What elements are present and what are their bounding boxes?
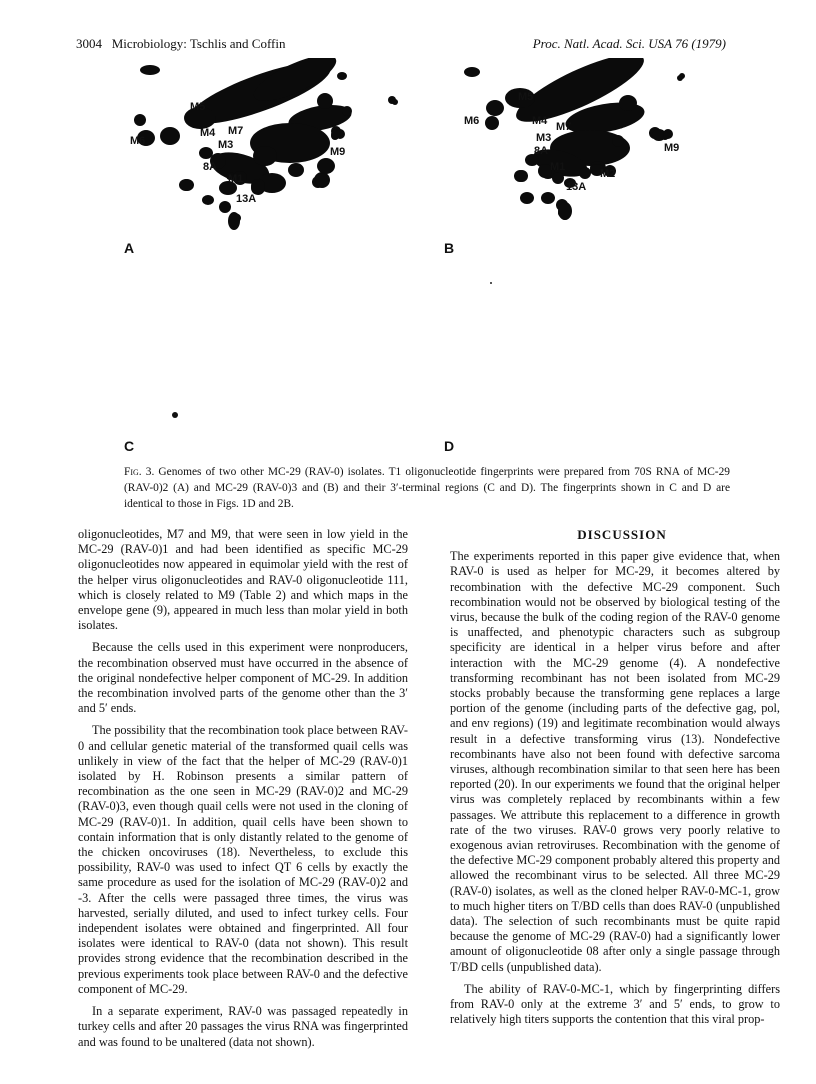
panel-letter-a: A xyxy=(124,240,135,256)
paragraph: oligonucleotides, M7 and M9, that were seen in low yield in the MC-29 (RAV-0)1 and had been identified as specific MC-29 oligonucleotides now appeared in equimolar yield with the rest of the helper virus oligonucleotides and RAV-0 oligonucleotide 111, which is closely related to M9 (Table 2) and which maps in the envelope gene (9), appeared in much less than molar yield in both isolates. xyxy=(78,527,408,633)
spot-label: M7 xyxy=(556,121,572,133)
spot-label: M2 xyxy=(600,168,616,180)
header-journal: Proc. Natl. Acad. Sci. USA 76 (1979) xyxy=(532,36,726,51)
fingerprint-panel-b xyxy=(450,58,750,258)
spot-label: M4 xyxy=(532,115,548,127)
panel-letter-d: D xyxy=(444,438,455,454)
spot-label: 13A xyxy=(236,193,257,205)
spot-label: M9 xyxy=(330,146,346,158)
spot-label: M1 xyxy=(228,173,244,185)
paragraph: In a separate experiment, RAV-0 was passaged repeatedly in turkey cells and after 20 passages the virus RNA was fingerprinted and was found to be unaltered (data not shown). xyxy=(78,1004,408,1049)
spot-label: M3 xyxy=(218,139,234,151)
spot-label: M1 xyxy=(550,161,566,173)
running-header xyxy=(76,36,726,54)
spot-label: 8A xyxy=(203,161,218,173)
spot-label: M7 xyxy=(228,125,244,137)
spot-label: M6 xyxy=(130,135,146,147)
fingerprint-panel-d xyxy=(450,270,750,440)
paragraph: The ability of RAV-0-MC-1, which by fingerprinting differs from RAV-0 only at the extreme 3′ and 5′ ends, to grow to relatively high titers supports the contention that this viral prop- xyxy=(450,981,780,1027)
panel-letter-c: C xyxy=(124,438,135,454)
caption-text: Genomes of two other MC-29 (RAV-0) isolates. T1 oligonucleotide fingerprints were prepared from 70S RNA of MC-29 (RAV-0)2 (A) and MC-29 (RAV-0)3 and (B) and their 3′-terminal regions (C and D). The fingerprints shown in C and D are identical to those in Figs. 1D and 2B. xyxy=(124,466,730,510)
right-column xyxy=(450,527,780,1035)
spot-label: M9 xyxy=(664,142,680,154)
caption-lead: Fig. 3. xyxy=(124,466,155,478)
panel-letter-b: B xyxy=(444,240,455,256)
paragraph: The experiments reported in this paper give evidence that, when RAV-0 is used as helper for MC-29, it becomes altered by recombination with the defective MC-29 component. Such recombination would not be observed by biological testing of the virus, because the bulk of the coding region of the RAV-0 genome is unaffected, and phenotypic characters such as subgroup specificity are identical in a helper virus before and after interaction with the MC-29 genome (4). A nondefective transforming recombinant has not been isolated from MC-29 stocks probably because the transforming gene replaces a large portion of the genome (including parts of the defective gag, pol, and env regions) (19) and legitimate recombination would always result in a defective transforming virus (13). Nondefective recombinants have also not been found with defective sarcoma viruses, although recombination similar to that seen here has been reported (20). In our experiments we found that the original helper virus was completely replaced by recombinants within a few passages. We attribute this replacement to a difference in growth rate of the two viruses. RAV-0 grows very poorly relative to exogenous avian retroviruses. Recombination with the genome of the defective MC-29 component probably altered this property and allowed the recombinant virus to be selected. All three MC-29 (RAV-0) isolates, as well as the cloned helper RAV-0-MC-1, grow to much higher titers on T/BD cells than does RAV-0 (unpublished data). The selection of such recombinants must be quite rapid because the genome of MC-29 (RAV-0) had a significantly lower amount of oligonucleotide 08 after only a single passage through T/BD cells (unpublished data). xyxy=(450,549,780,974)
spot-label: 8A xyxy=(534,145,549,157)
fingerprint-panel-c xyxy=(110,270,430,440)
fingerprint-image-c xyxy=(110,270,430,440)
fingerprint-panel-a xyxy=(110,58,430,258)
figure-caption xyxy=(124,464,730,512)
section-heading: DISCUSSION xyxy=(577,527,667,542)
fingerprint-image-b xyxy=(450,58,750,258)
spot-label: M5 xyxy=(518,91,534,103)
paragraph: The possibility that the recombination took place between RAV-0 and cellular genetic material of the transformed quail cells was unlikely in view of the fact that the helper of MC-29 (RAV-0)1 isolated by H. Robinson presents a similar pattern of recombination as the one seen in MC-29 (RAV-0)2 and MC-29 (RAV-0)3, even though quail cells were not used in the cloning of MC-29 (RAV-0)1. In addition, quail cells have been shown to contain information that is only distantly related to the genome of the chicken oncoviruses (18). Nevertheless, to exclude this possibility, RAV-0 was used to infect QT 6 cells by exactly the same procedure as used for the isolation of MC-29 (RAV-0)2 and -3. After the cells were passaged three times, the virus was harvested, serially diluted, and used to infect turkey cells. Four independent isolates were obtained and fingerprinted. All four isolates were identical to RAV-0 (data not shown). This result provides strong evidence that the recombination described in the previous experiments took place between RAV-0 and the defective component of MC-29. xyxy=(78,723,408,996)
spot-label: M3 xyxy=(536,132,552,144)
fingerprint-image-d xyxy=(450,270,750,440)
fingerprint-image-a xyxy=(110,58,430,258)
left-column xyxy=(78,527,408,1057)
header-left: 3004 Microbiology: Tschlis and Coffin xyxy=(76,36,286,51)
spot-label: M4 xyxy=(200,127,216,139)
spot-label: M5 xyxy=(190,101,206,113)
paragraph: Because the cells used in this experiment were nonproducers, the recombination observed must have occurred in the absence of the original nondefective helper component of MC-29. In addition the recombination involved parts of the genome other than the 3′ and 5′ ends. xyxy=(78,640,408,716)
spot-label: 13A xyxy=(566,181,587,193)
spot-label: M6 xyxy=(464,115,480,127)
